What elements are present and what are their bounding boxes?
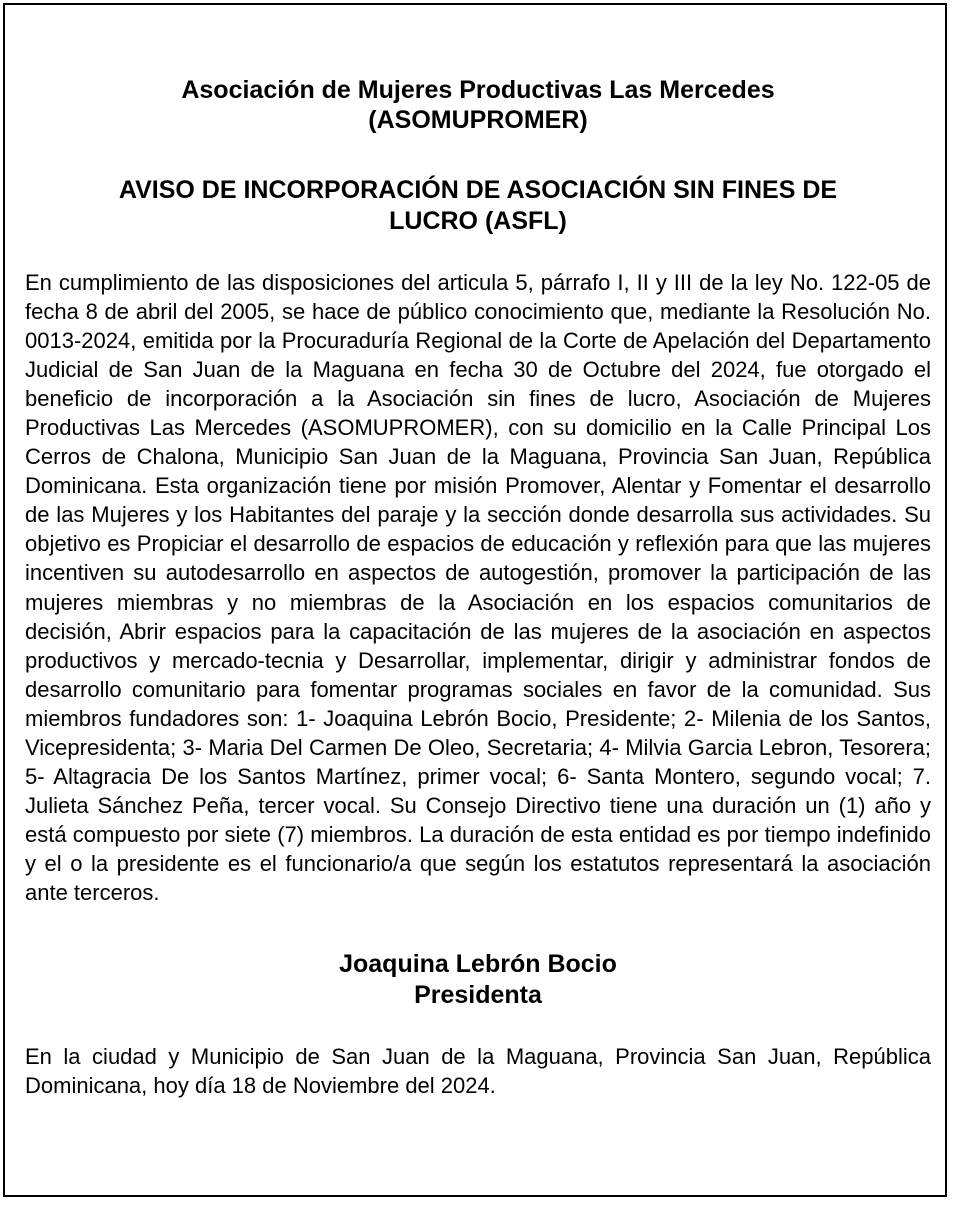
signatory-name: Joaquina Lebrón Bocio: [339, 950, 617, 979]
org-title: [25, 75, 931, 135]
signatory-role: Presidenta: [414, 981, 542, 1010]
notice-border: [3, 3, 947, 1197]
notice-title-line2: LUCRO (ASFL): [389, 207, 567, 235]
signature-block: [25, 949, 931, 1011]
notice-body: En cumplimiento de las disposiciones del articula 5, párrafo I, II y III de la ley No. 122-05 de fecha 8 de abril del 2005, se hace de público conocimiento que, mediante la Resolución No. 0013-2024, emitida por la Procuraduría Regional de la Corte de Apelación del Departamento Judicial de San Juan de la Maguana en fecha 30 de Octubre del 2024, fue otorgado el beneficio de incorporación a la Asociación sin fines de lucro, Asociación de Mujeres Productivas Las Mercedes (ASOMUPROMER), con su domicilio en la Calle Principal Los Cerros de Chalona, Municipio San Juan de la Maguana, Provincia San Juan, República Dominicana. Esta organización tiene por misión Promover, Alentar y Fomentar el desarrollo de las Mujeres y los Habitantes del paraje y la sección donde desarrolla sus actividades. Su objetivo es Propiciar el desarrollo de espacios de educación y reflexión para que las mujeres incentiven su autodesarrollo en aspectos de autogestión, promover la participación de las mujeres miembras y no miembras de la Asociación en los espacios comunitarios de decisión, Abrir espacios para la capacitación de las mujeres de la asociación en aspectos productivos y mercado-tecnia y Desarrollar, implementar, dirigir y administrar fondos de desarrollo comunitario para fomentar programas sociales en favor de la comunidad. Sus miembros fundadores son: 1- Joaquina Lebrón Bocio, Presidente; 2- Milenia de los Santos, Vicepresidenta; 3- Maria Del Carmen De Oleo, Secretaria; 4- Milvia Garcia Lebron, Tesorera; 5- Altagracia De los Santos Martínez, primer vocal; 6- Santa Montero, segundo vocal; 7. Julieta Sánchez Peña, tercer vocal. Su Consejo Directivo tiene una duración un (1) año y está compuesto por siete (7) miembros. La duración de esta entidad es por tiempo indefinido y el o la presidente es el funcionario/a que según los estatutos representará la asociación ante terceros.: [25, 270, 931, 905]
notice-title-line1: AVISO DE INCORPORACIÓN DE ASOCIACIÓN SIN FINES DE: [118, 176, 838, 204]
closing-text: En la ciudad y Municipio de San Juan de la Maguana, Provincia San Juan, República Dominicana, hoy día 18 de Noviembre del 2024.: [25, 1044, 931, 1099]
notice-title: [25, 175, 931, 237]
org-name: Asociación de Mujeres Productivas Las Mercedes: [181, 76, 775, 104]
org-acronym: (ASOMUPROMER): [368, 106, 588, 134]
notice-content: [25, 75, 931, 1100]
